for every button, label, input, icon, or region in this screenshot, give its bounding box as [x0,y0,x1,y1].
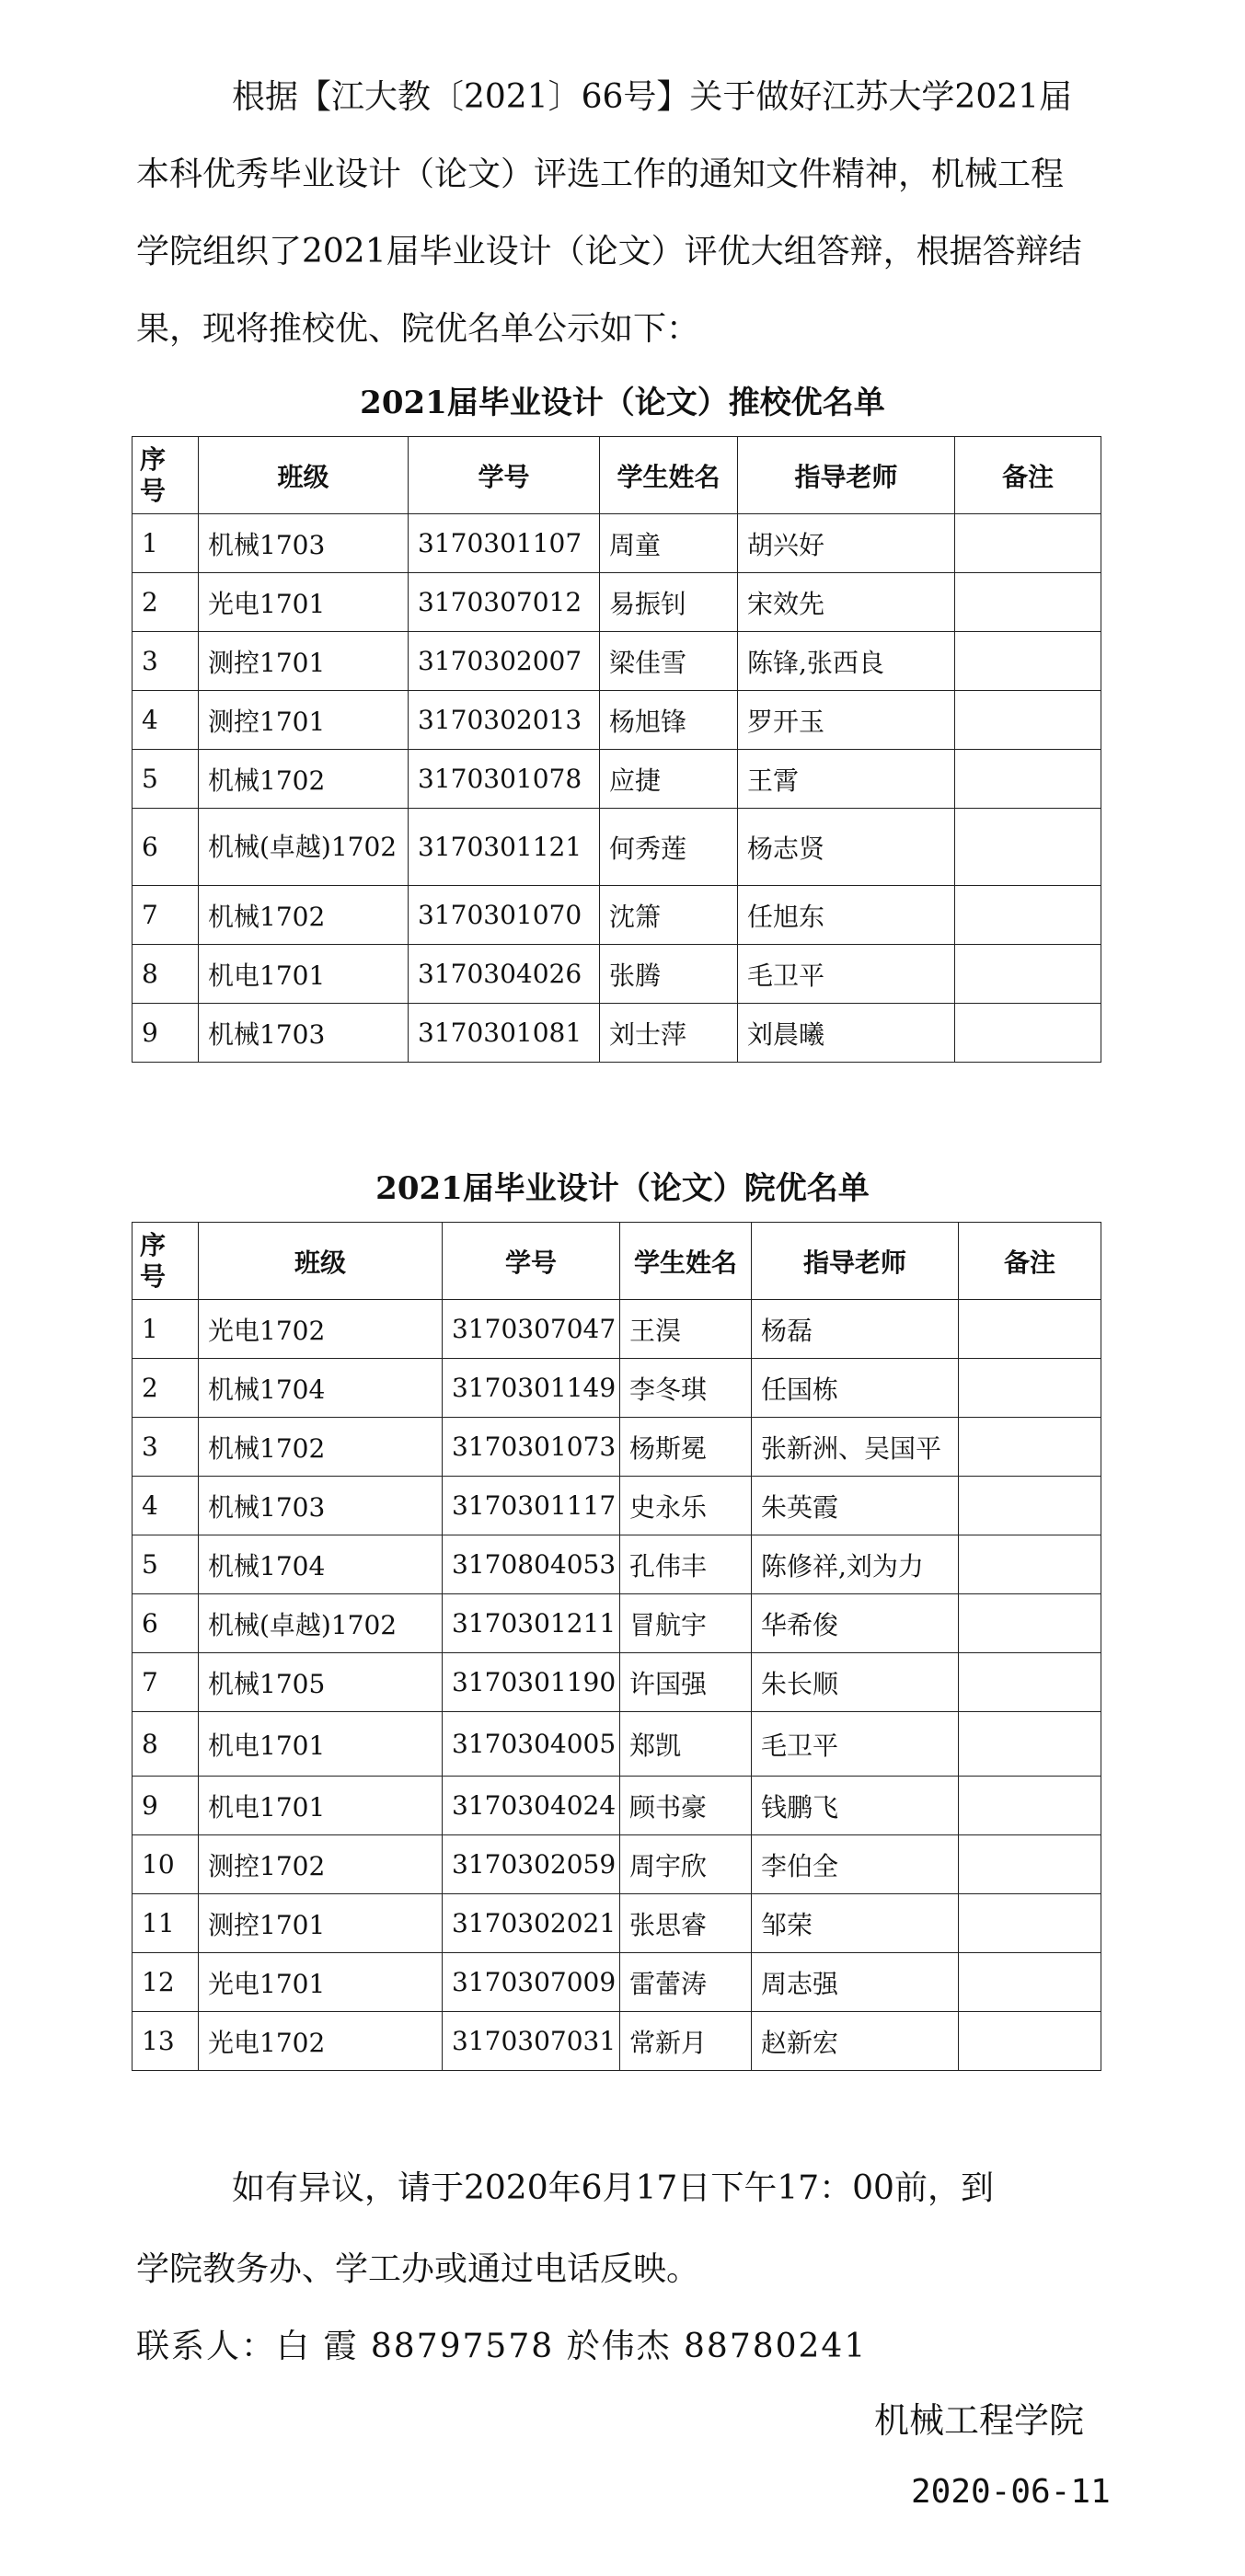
cell-seq: 6 [133,1594,199,1653]
cell-name: 张思睿 [620,1894,752,1953]
cell-class: 机电1701 [199,1777,443,1835]
table-row [133,1594,1101,1653]
school-excellent-table [132,436,1101,1063]
cell-name: 刘士萍 [600,1004,738,1063]
cell-id: 3170301070 [409,886,600,945]
cell-class: 测控1701 [199,1894,443,1953]
cell-note [955,514,1101,573]
table-row [133,632,1101,691]
cell-advisor: 毛卫平 [738,945,955,1004]
cell-seq: 2 [133,573,199,632]
cell-seq: 7 [133,886,199,945]
table-row [133,1894,1101,1953]
cell-id: 3170301117 [443,1477,620,1535]
cell-id: 3170307031 [443,2012,620,2071]
cell-note [959,1835,1101,1894]
cell-name: 周童 [600,514,738,573]
cell-name: 杨旭锋 [600,691,738,750]
header-advisor: 指导老师 [752,1223,959,1300]
cell-name: 冒航宇 [620,1594,752,1653]
cell-note [959,1300,1101,1359]
table-row [133,1477,1101,1535]
cell-name: 何秀莲 [600,809,738,886]
cell-advisor: 邹荣 [752,1894,959,1953]
header-note: 备注 [955,437,1101,514]
cell-note [955,886,1101,945]
cell-id: 3170307009 [443,1953,620,2012]
cell-class: 机械(卓越)1702 [199,809,409,886]
header-name: 学生姓名 [600,437,738,514]
table-row [133,1535,1101,1594]
cell-name: 李冬琪 [620,1359,752,1418]
cell-id: 3170301078 [409,750,600,809]
cell-name: 易振钊 [600,573,738,632]
intro-paragraph [136,59,1093,368]
cell-class: 机械1702 [199,750,409,809]
table2-title: 2021届毕业设计（论文）院优名单 [375,1170,870,1207]
cell-note [959,1653,1101,1712]
cell-class: 机电1701 [199,945,409,1004]
cell-note [959,1418,1101,1477]
cell-advisor: 华希俊 [752,1594,959,1653]
cell-id: 3170301073 [443,1418,620,1477]
header-class: 班级 [199,437,409,514]
cell-seq: 1 [133,1300,199,1359]
cell-id: 3170302007 [409,632,600,691]
cell-id: 3170304024 [443,1777,620,1835]
cell-note [955,632,1101,691]
header-seq: 序号 [133,437,199,514]
cell-advisor: 陈锋,张西良 [738,632,955,691]
header-seq: 序号 [133,1223,199,1300]
cell-advisor: 宋效先 [738,573,955,632]
cell-seq: 7 [133,1653,199,1712]
cell-id: 3170304026 [409,945,600,1004]
cell-note [959,1359,1101,1418]
table-row [133,809,1101,886]
cell-seq: 12 [133,1953,199,2012]
table-row [133,1953,1101,2012]
table-row [133,886,1101,945]
cell-seq: 10 [133,1835,199,1894]
cell-class: 测控1701 [199,632,409,691]
table-row [133,1359,1101,1418]
table-row [133,1004,1101,1063]
header-advisor: 指导老师 [738,437,955,514]
cell-class: 机械1705 [199,1653,443,1712]
cell-name: 许国强 [620,1653,752,1712]
cell-note [955,809,1101,886]
table-row [133,1835,1101,1894]
objection-notice-cont: 学院教务办、学工办或通过电话反映。 [136,2250,700,2288]
table-row [133,750,1101,809]
cell-advisor: 王霄 [738,750,955,809]
cell-advisor: 任国栋 [752,1359,959,1418]
cell-advisor: 杨志贤 [738,809,955,886]
cell-id: 3170301081 [409,1004,600,1063]
cell-name: 张腾 [600,945,738,1004]
table-row [133,2012,1101,2071]
table-row [133,1418,1101,1477]
cell-note [959,1712,1101,1777]
cell-seq: 5 [133,750,199,809]
cell-note [959,1894,1101,1953]
cell-id: 3170301121 [409,809,600,886]
contact-info: 联系人：白 霞 88797578 於伟杰 88780241 [136,2328,868,2365]
table-header-row [133,1223,1101,1300]
cell-seq: 2 [133,1359,199,1418]
cell-name: 梁佳雪 [600,632,738,691]
cell-note [955,691,1101,750]
cell-advisor: 钱鹏飞 [752,1777,959,1835]
cell-name: 杨斯冕 [620,1418,752,1477]
cell-id: 3170301190 [443,1653,620,1712]
cell-id: 3170304005 [443,1712,620,1777]
issue-date: 2020-06-11 [911,2473,1111,2511]
cell-seq: 6 [133,809,199,886]
cell-class: 机械1703 [199,1004,409,1063]
cell-advisor: 毛卫平 [752,1712,959,1777]
cell-id: 3170302059 [443,1835,620,1894]
header-id: 学号 [409,437,600,514]
cell-class: 机械(卓越)1702 [199,1594,443,1653]
cell-id: 3170302013 [409,691,600,750]
cell-class: 机械1703 [199,514,409,573]
cell-class: 光电1702 [199,2012,443,2071]
header-note: 备注 [959,1223,1101,1300]
cell-note [955,945,1101,1004]
cell-id: 3170301211 [443,1594,620,1653]
cell-note [959,2012,1101,2071]
cell-seq: 13 [133,2012,199,2071]
cell-name: 沈箫 [600,886,738,945]
cell-class: 机械1702 [199,886,409,945]
cell-id: 3170804053 [443,1535,620,1594]
cell-name: 史永乐 [620,1477,752,1535]
cell-note [955,1004,1101,1063]
cell-seq: 5 [133,1535,199,1594]
cell-advisor: 周志强 [752,1953,959,2012]
cell-name: 应捷 [600,750,738,809]
cell-advisor: 杨磊 [752,1300,959,1359]
cell-id: 3170307047 [443,1300,620,1359]
cell-seq: 3 [133,632,199,691]
intro-text: 根据【江大教〔2021〕66号】关于做好江苏大学2021届本科优秀毕业设计（论文）评选工作的通知文件精神，机械工程学院组织了2021届毕业设计（论文）评优大组答辩，根据答辩结果，现将推校优、院优名单公示如下： [136,78,1082,348]
cell-seq: 4 [133,1477,199,1535]
cell-name: 雷蕾涛 [620,1953,752,2012]
header-id: 学号 [443,1223,620,1300]
cell-class: 测控1701 [199,691,409,750]
cell-note [959,1594,1101,1653]
cell-name: 郑凯 [620,1712,752,1777]
cell-advisor: 任旭东 [738,886,955,945]
cell-seq: 4 [133,691,199,750]
table-row [133,1777,1101,1835]
cell-seq: 9 [133,1777,199,1835]
cell-advisor: 李伯全 [752,1835,959,1894]
cell-note [959,1777,1101,1835]
cell-name: 常新月 [620,2012,752,2071]
cell-seq: 11 [133,1894,199,1953]
table-row [133,691,1101,750]
cell-seq: 9 [133,1004,199,1063]
cell-note [955,750,1101,809]
table1-title: 2021届毕业设计（论文）推校优名单 [360,385,885,421]
table-row [133,945,1101,1004]
cell-advisor: 张新洲、吴国平 [752,1418,959,1477]
table-row [133,1712,1101,1777]
table-header-row [133,437,1101,514]
cell-seq: 8 [133,945,199,1004]
cell-class: 测控1702 [199,1835,443,1894]
cell-advisor: 陈修祥,刘为力 [752,1535,959,1594]
cell-id: 3170302021 [443,1894,620,1953]
cell-class: 机械1704 [199,1359,443,1418]
college-excellent-table [132,1222,1101,2071]
cell-class: 光电1701 [199,1953,443,2012]
cell-class: 光电1701 [199,573,409,632]
cell-class: 机械1704 [199,1535,443,1594]
cell-seq: 1 [133,514,199,573]
cell-name: 顾书豪 [620,1777,752,1835]
cell-advisor: 胡兴好 [738,514,955,573]
cell-seq: 3 [133,1418,199,1477]
cell-note [959,1535,1101,1594]
cell-class: 机电1701 [199,1712,443,1777]
cell-advisor: 刘晨曦 [738,1004,955,1063]
cell-class: 机械1702 [199,1418,443,1477]
cell-advisor: 罗开玉 [738,691,955,750]
table-row [133,1653,1101,1712]
cell-class: 光电1702 [199,1300,443,1359]
table-row [133,1300,1101,1359]
cell-seq: 8 [133,1712,199,1777]
cell-note [959,1953,1101,2012]
header-class: 班级 [199,1223,443,1300]
cell-id: 3170301107 [409,514,600,573]
table-row [133,514,1101,573]
cell-name: 孔伟丰 [620,1535,752,1594]
cell-advisor: 赵新宏 [752,2012,959,2071]
cell-name: 周宇欣 [620,1835,752,1894]
cell-id: 3170301149 [443,1359,620,1418]
cell-name: 王淏 [620,1300,752,1359]
cell-advisor: 朱长顺 [752,1653,959,1712]
cell-id: 3170307012 [409,573,600,632]
cell-class: 机械1703 [199,1477,443,1535]
objection-notice: 如有异议，请于2020年6月17日下午17：00前，到 [232,2169,994,2207]
cell-note [959,1477,1101,1535]
cell-advisor: 朱英霞 [752,1477,959,1535]
cell-note [955,573,1101,632]
table-row [133,573,1101,632]
signature: 机械工程学院 [874,2400,1085,2441]
header-name: 学生姓名 [620,1223,752,1300]
